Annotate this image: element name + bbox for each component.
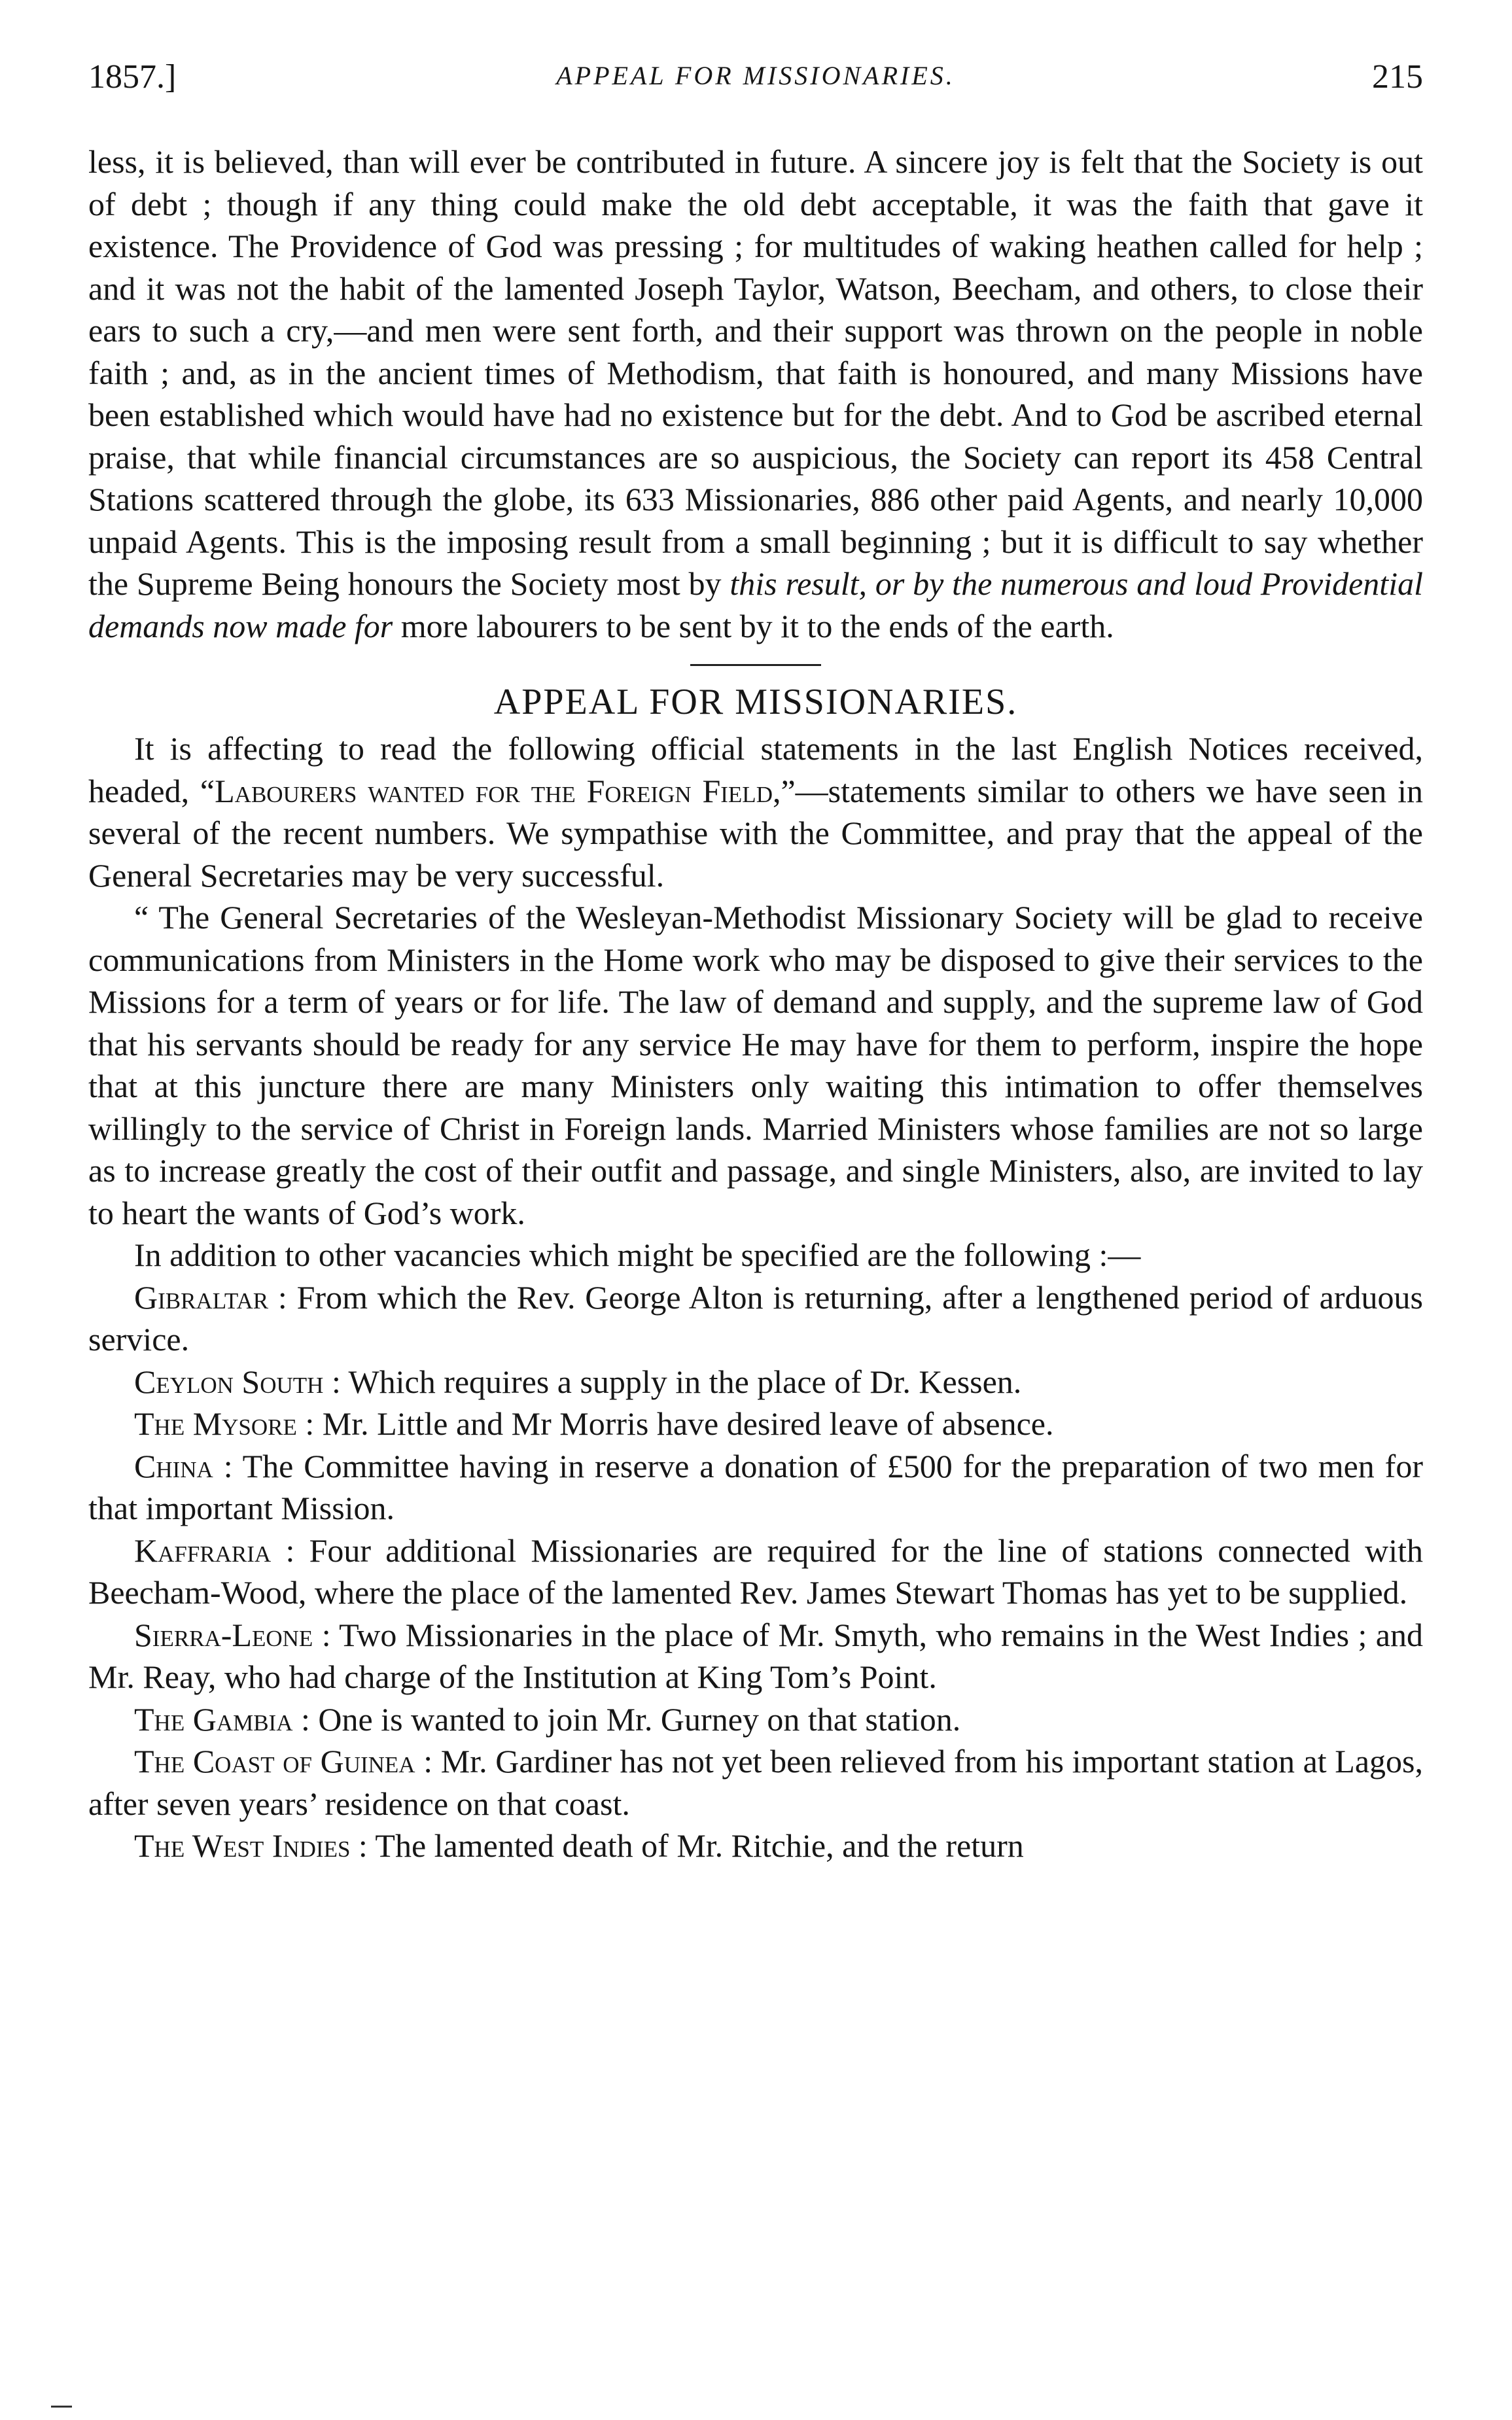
vacancy-west-indies bbox=[88, 1825, 1423, 1867]
page-number: 215 bbox=[1372, 58, 1423, 96]
vacancy-gambia bbox=[88, 1698, 1423, 1741]
page-body bbox=[88, 141, 1423, 1867]
vacancy-text: : The lamented death of Mr. Ritchie, and the return bbox=[350, 1827, 1024, 1864]
intro-italic-text: this result, or by the numerous and loud Providential demands now made for bbox=[88, 565, 1423, 644]
vacancy-coast-of-guinea bbox=[88, 1740, 1423, 1825]
vacancy-text: : One is wanted to join Mr. Gurney on that station. bbox=[292, 1700, 961, 1738]
appeal-p1-heading: Labourers wanted for the Foreign Field, bbox=[215, 772, 781, 809]
appeal-paragraph-2: “ The General Secretaries of the Wesleyan-Methodist Missionary Society will be glad to receive communications from Ministers in the Home work who may be disposed to give their services to the Missions for a term of years or for life. The law of demand and supply, and the supreme law of God that his servants should be ready for any service He may have for them to perform, inspire the hope that at this juncture there are many Ministers only waiting this intimation to offer themselves willingly to the service of Christ in Foreign lands. Married Ministers whose families are not so large as to increase greatly the cost of their outfit and passage, and single Ministers, also, are invited to lay to heart the wants of God’s work. bbox=[88, 899, 1423, 1231]
section-divider bbox=[690, 664, 821, 666]
vacancy-china bbox=[88, 1445, 1423, 1530]
vacancy-place: The Gambia bbox=[134, 1700, 293, 1738]
vacancy-text: : Mr. Gardiner has not yet been relieved from his important station at Lagos, after seven years’ residence on that coast. bbox=[88, 1743, 1423, 1822]
intro-paragraph bbox=[88, 141, 1423, 647]
vacancy-gibraltar bbox=[88, 1276, 1423, 1361]
page-header bbox=[88, 58, 1423, 110]
vacancy-text: : Four additional Missionaries are required for the line of stations connected with Beecham-Wood, where the place of the lamented Rev. James Stewart Thomas has yet to be supplied. bbox=[88, 1532, 1423, 1611]
vacancy-place: China bbox=[134, 1447, 213, 1484]
vacancy-mysore bbox=[88, 1403, 1423, 1445]
vacancy-kaffraria bbox=[88, 1530, 1423, 1614]
appeal-paragraph-1 bbox=[88, 728, 1423, 896]
intro-tail-text: more labourers to be sent by it to the ends of the earth. bbox=[393, 607, 1114, 644]
vacancy-place: Kaffraria bbox=[134, 1532, 272, 1569]
vacancy-place: Gibraltar bbox=[134, 1278, 269, 1316]
vacancy-place: Sierra-Leone bbox=[134, 1616, 313, 1653]
appeal-p1-text-a: It is affecting to read the following official statements in the last English Notices received, headed, “ bbox=[88, 730, 1423, 809]
vacancy-place: The Coast of Guinea bbox=[134, 1743, 415, 1780]
vacancy-text: : Two Missionaries in the place of Mr. Smyth, who remains in the West Indies ; and Mr. Reay, who had charge of the Institution at King Tom’s Point. bbox=[88, 1616, 1423, 1695]
footer-dash-mark bbox=[51, 2406, 72, 2408]
vacancy-place: Ceylon South bbox=[134, 1363, 324, 1400]
vacancy-place: The Mysore bbox=[134, 1405, 297, 1442]
vacancy-text: : The Committee having in reserve a donation of £500 for the preparation of two men for that important Mission. bbox=[88, 1447, 1423, 1526]
intro-text: less, it is believed, than will ever be contributed in future. A sincere joy is felt that the Society is out of debt ; though if any thing could make the old debt acceptable, it was the faith that gave it existence. The Providence of God was pressing ; for multitudes of waking heathen called for help ; and it was not the habit of the lamented Joseph Taylor, Watson, Beecham, and others, to close their ears to such a cry,—and men were sent forth, and their support was thrown on the people in noble faith ; and, as in the ancient times of Methodism, that faith is honoured, and many Missions have been established which would have had no existence but for the debt. And to God be ascribed eternal praise, that while financial circumstances are so auspicious, the Society can report its 458 Central Stations scattered through the globe, its 633 Missionaries, 886 other paid Agents, and nearly 10,000 unpaid Agents. This is the imposing result from a small beginning ; but it is difficult to say whether the Supreme Being honours the Society most by bbox=[88, 143, 1423, 602]
appeal-paragraph-3: In addition to other vacancies which might be specified are the following :— bbox=[134, 1236, 1141, 1273]
vacancy-ceylon-south bbox=[88, 1361, 1423, 1403]
appeal-p1-text-b: ”—statements similar to others we have seen in several of the recent numbers. We sympathise with the Committee, and pray that the appeal of the General Secretaries may be very successful. bbox=[88, 772, 1423, 894]
running-title: APPEAL FOR MISSIONARIES. bbox=[556, 61, 955, 90]
vacancy-place: The West Indies bbox=[134, 1827, 351, 1864]
header-year: 1857.] bbox=[88, 58, 177, 96]
vacancy-sierra-leone bbox=[88, 1614, 1423, 1698]
vacancy-text: : Which requires a supply in the place of Dr. Kessen. bbox=[323, 1363, 1022, 1400]
vacancy-text: : From which the Rev. George Alton is returning, after a lengthened period of arduous service. bbox=[88, 1278, 1423, 1358]
vacancy-text: : Mr. Little and Mr Morris have desired leave of absence. bbox=[296, 1405, 1054, 1442]
section-title: APPEAL FOR MISSIONARIES. bbox=[493, 682, 1018, 722]
